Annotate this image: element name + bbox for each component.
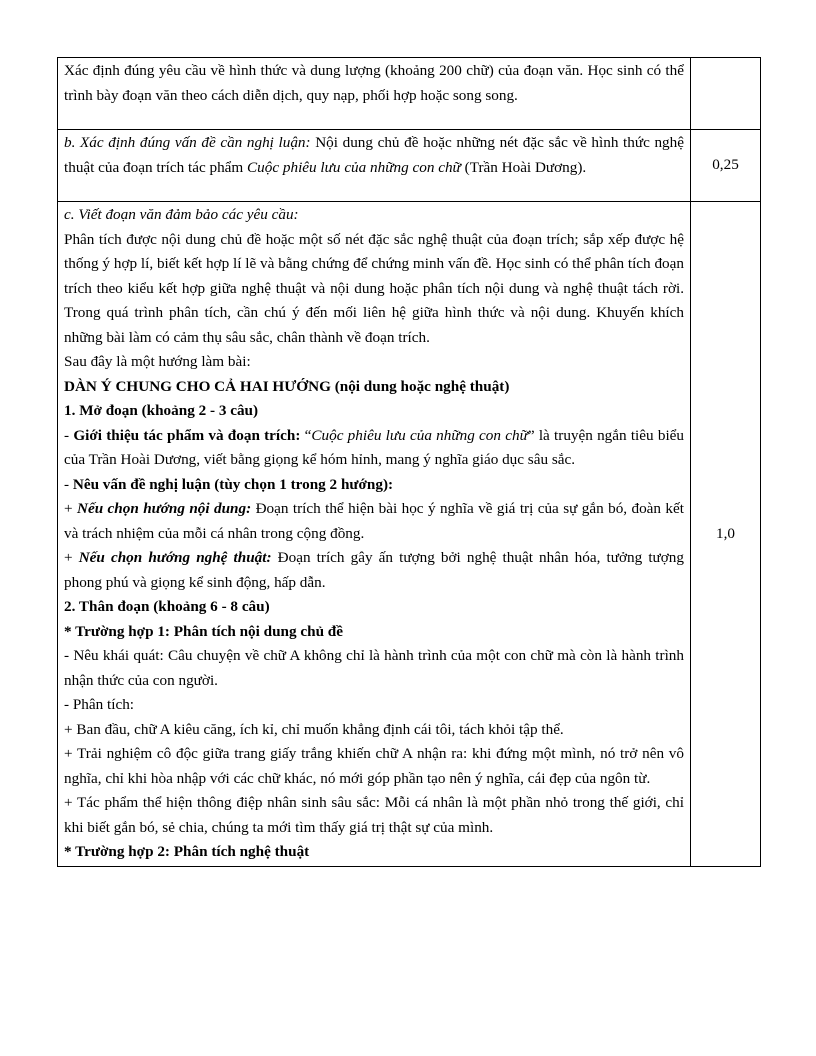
table-row [58, 58, 761, 130]
text-run: Nội dung chủ đề hoặc những nét đặc sắc về hình thức nghệ thuật của đoạn trích tác phẩm [64, 134, 684, 176]
criteria-cell [58, 202, 691, 867]
score-cell [691, 130, 761, 202]
criteria-paragraph [64, 228, 684, 351]
text-run: * Trường hợp 2: Phân tích nghệ thuật [64, 843, 310, 860]
text-run: Cuộc phiêu lưu của những con chữ [247, 158, 461, 176]
criteria-paragraph [64, 59, 684, 108]
grading-table [57, 57, 761, 867]
score-value: 0,25 [712, 156, 739, 174]
score-cell [691, 202, 761, 867]
criteria-paragraph [64, 203, 684, 228]
criteria-paragraph [64, 424, 684, 473]
criteria-paragraph [64, 473, 684, 498]
text-run: Nếu chọn hướng nghệ thuật: [78, 549, 272, 566]
text-run: + Tác phẩm thể hiện thông điệp nhân sinh sâu sắc: Mỗi cá nhân là một phần nhỏ trong thế giới, chỉ khi biết gắn bó, sẻ chia, chúng ta mới tìm thấy giá trị thật sự của mình. [64, 794, 684, 836]
text-run: * Trường hợp 1: Phân tích nội dung chủ đề [64, 622, 343, 640]
criteria-paragraph [64, 840, 684, 865]
text-run: 2. Thân đoạn (khoảng 6 - 8 câu) [64, 598, 270, 615]
text-run: DÀN Ý CHUNG CHO CẢ HAI HƯỚNG (nội dung hoặc nghệ thuật) [64, 377, 510, 395]
criteria-paragraph [64, 399, 684, 424]
text-run: - Nêu khái quát: Câu chuyện về chữ A không chỉ là hành trình của một con chữ mà còn là hành trình nhận thức của con người. [64, 647, 684, 689]
text-run: + [64, 549, 79, 566]
text-run: - [64, 475, 73, 493]
criteria-paragraph [64, 350, 684, 375]
text-run: c. Viết đoạn văn đảm bảo các yêu cầu: [64, 206, 299, 223]
criteria-paragraph [64, 546, 684, 595]
table-row [58, 202, 761, 867]
text-run: + Ban đầu, chữ A kiêu căng, ích kỉ, chỉ muốn khẳng định cái tôi, tách khỏi tập thể. [64, 720, 564, 738]
text-run: Đoạn trích gây ấn tượng bởi nghệ thuật nhân hóa, tưởng tượng phong phú và giọng kể sinh động, hấp dẫn. [64, 549, 684, 591]
text-run: - Phân tích: [64, 696, 135, 713]
table-row [58, 130, 761, 202]
text-run: Sau đây là một hướng làm bài: [64, 353, 251, 370]
text-run: Nếu chọn hướng nội dung: [76, 500, 252, 517]
criteria-paragraph [64, 375, 684, 400]
criteria-paragraph [64, 791, 684, 840]
text-run: - [64, 426, 74, 444]
criteria-paragraph [64, 742, 684, 791]
text-run: b. Xác định đúng vấn đề cần nghị luận: [64, 134, 311, 151]
text-run: 1. Mở đoạn (khoảng 2 - 3 câu) [64, 402, 259, 419]
criteria-paragraph [64, 718, 684, 743]
text-run: Nêu vấn đề nghị luận (tùy chọn 1 trong 2 hướng): [72, 475, 394, 493]
text-run: ” là truyện ngắn tiêu biểu của Trần Hoài Dương, viết bằng giọng kể hóm hỉnh, mang ý nghĩa giáo dục sâu sắc. [64, 426, 685, 468]
text-run: Phân tích được nội dung chủ đề hoặc một số nét đặc sắc nghệ thuật của đoạn trích; sắp xếp được hệ thống ý hợp lí, biết kết hợp lí lẽ và bằng chứng để chứng minh vấn đề. Học sinh có thể phân tích đoạn trích theo kiểu kết hợp giữa nghệ thuật và nội dung hoặc phân tích nội dung và nghệ thuật tách rời. Trong quá trình phân tích, cần chú ý đến mối liên hệ giữa hình thức và nội dung. Khuyến khích những bài làm có cảm thụ sâu sắc, chân thành về đoạn trích. [64, 230, 684, 346]
criteria-paragraph [64, 595, 684, 620]
criteria-paragraph [64, 131, 684, 180]
text-run: Giới thiệu tác phẩm và đoạn trích: [73, 426, 301, 444]
grading-table-body [58, 58, 761, 867]
text-run: Cuộc phiêu lưu của những con chữ [311, 426, 528, 444]
text-run: (Trần Hoài Dương). [460, 158, 587, 176]
text-run: Xác định đúng yêu cầu về hình thức và dung lượng (khoảng 200 chữ) của đoạn văn. Học sinh có thể trình bày đoạn văn theo cách diễn dịch, quy nạp, phối hợp hoặc song song. [64, 62, 684, 104]
text-run: Đoạn trích thể hiện bài học ý nghĩa về giá trị của sự gắn bó, đoàn kết và trách nhiệm của mỗi cá nhân trong cộng đồng. [64, 500, 684, 542]
criteria-paragraph [64, 644, 684, 693]
score-value: 1,0 [716, 524, 735, 542]
criteria-paragraph [64, 497, 684, 546]
text-run: + Trải nghiệm cô độc giữa trang giấy trắng khiến chữ A nhận ra: khi đứng một mình, nó trở nên vô nghĩa, chỉ khi hòa nhập với các chữ khác, nó mới góp phần tạo nên ý nghĩa, cái đẹp của ngôn từ. [64, 745, 684, 787]
criteria-paragraph [64, 693, 684, 718]
text-run: + [64, 500, 77, 517]
criteria-paragraph [64, 620, 684, 645]
text-run: “ [300, 426, 312, 444]
criteria-cell [58, 58, 691, 130]
criteria-cell [58, 130, 691, 202]
score-cell [691, 58, 761, 130]
